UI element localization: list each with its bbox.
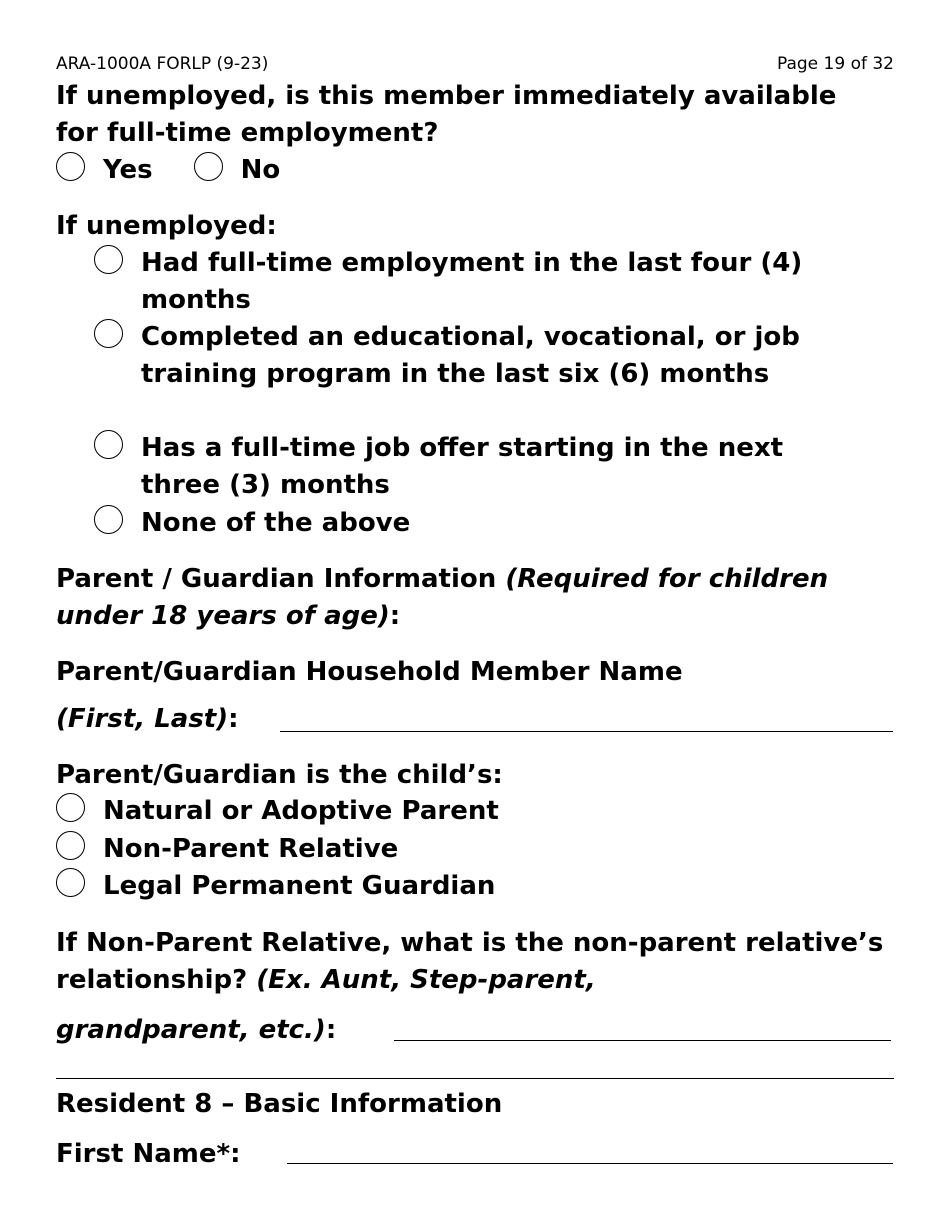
availability-yes-option[interactable] — [56, 152, 153, 189]
unemployed-option-4[interactable] — [94, 505, 874, 542]
unemployed-option-2-radio[interactable] — [94, 319, 123, 348]
guardian-name-label: Parent/Guardian Household Member Name — [56, 657, 683, 687]
unemployed-heading: If unemployed: — [56, 211, 277, 241]
first-name-field[interactable] — [287, 1163, 893, 1164]
unemployed-option-4-radio[interactable] — [94, 505, 123, 534]
relation-option-guardian-label: Legal Permanent Guardian — [103, 871, 496, 901]
page-number: Page 19 of 32 — [776, 54, 894, 74]
relation-option-natural-radio[interactable] — [56, 793, 85, 822]
unemployed-option-2-label: Completed an educational, vocational, or job training program in the last six (6) months — [141, 322, 800, 389]
guardian-name-row — [56, 701, 239, 738]
relation-option-natural-label: Natural or Adoptive Parent — [103, 796, 499, 826]
unemployed-option-1-radio[interactable] — [94, 245, 123, 274]
guardian-section-title — [56, 561, 856, 635]
availability-no-label: No — [240, 155, 281, 185]
unemployed-option-3-radio[interactable] — [94, 430, 123, 459]
unemployed-option-1-label: Had full-time employment in the last four (4) months — [141, 248, 803, 315]
availability-no-option[interactable] — [194, 152, 281, 189]
availability-yes-radio[interactable] — [56, 152, 85, 181]
section-divider — [56, 1078, 894, 1079]
relation-option-natural[interactable] — [56, 793, 499, 830]
first-name-row — [56, 1136, 240, 1173]
resident8-title: Resident 8 – Basic Information — [56, 1089, 503, 1119]
guardian-relation-question: Parent/Guardian is the child’s: — [56, 760, 503, 790]
unemployed-option-3[interactable] — [94, 430, 874, 504]
guardian-name-colon: : — [228, 704, 239, 734]
relation-option-nonparent-label: Non-Parent Relative — [103, 834, 399, 864]
nonparent-colon: : — [325, 1015, 337, 1045]
guardian-section-note: (Required for children under 18 years of age) — [56, 564, 829, 631]
nonparent-hint-1: (Ex. Aunt, Step-parent, — [256, 965, 596, 995]
availability-no-radio[interactable] — [194, 152, 223, 181]
nonparent-question-text: If Non-Parent Relative, what is the non-parent relative’s relationship? — [56, 928, 884, 995]
availability-yes-label: Yes — [103, 155, 153, 185]
unemployed-option-1[interactable] — [94, 245, 874, 319]
relation-option-guardian[interactable] — [56, 868, 495, 905]
relation-option-guardian-radio[interactable] — [56, 868, 85, 897]
guardian-name-field[interactable] — [280, 731, 893, 732]
availability-question: If unemployed, is this member immediately available for full-time employment? — [56, 81, 837, 148]
nonparent-field-row — [56, 1012, 336, 1049]
availability-options — [56, 152, 312, 189]
guardian-section-colon: : — [389, 601, 401, 631]
unemployed-option-3-label: Has a full-time job offer starting in the next three (3) months — [141, 433, 784, 500]
relation-option-nonparent[interactable] — [56, 831, 398, 868]
unemployed-option-4-label: None of the above — [141, 508, 411, 538]
nonparent-relationship-field[interactable] — [394, 1040, 891, 1041]
first-name-label: First Name*: — [56, 1139, 241, 1169]
guardian-section-title-text: Parent / Guardian Information — [56, 564, 497, 594]
guardian-name-hint: (First, Last) — [56, 704, 229, 734]
relation-option-nonparent-radio[interactable] — [56, 831, 85, 860]
form-id: ARA-1000A FORLP (9-23) — [56, 54, 269, 74]
nonparent-hint-2: grandparent, etc.) — [56, 1015, 326, 1045]
nonparent-question — [56, 925, 896, 999]
unemployed-option-2[interactable] — [94, 319, 874, 393]
